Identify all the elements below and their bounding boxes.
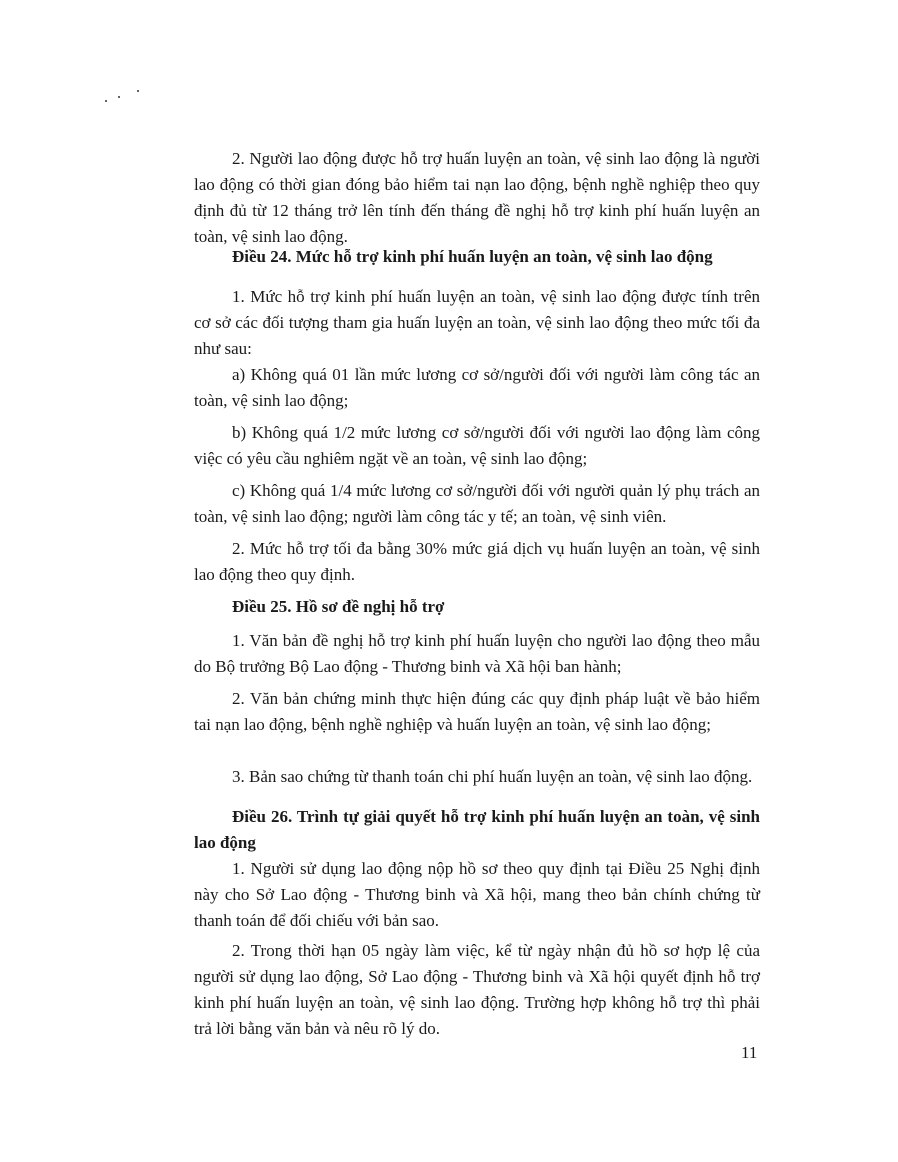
article-25-heading: Điều 25. Hồ sơ đề nghị hỗ trợ	[232, 597, 445, 616]
article-23-clause-2: 2. Người lao động được hỗ trợ huấn luyện an toàn, vệ sinh lao động là người lao động có thời gian đóng bảo hiểm tai nạn lao động, bệnh nghề nghiệp theo quy định đủ từ 12 tháng trở lên tính đến tháng đề nghị hỗ trợ kinh phí huấn luyện an toàn, vệ sinh lao động.	[194, 149, 760, 246]
article-24-clause-1b: b) Không quá 1/2 mức lương cơ sở/người đối với người lao động làm công việc có yêu cầu nghiêm ngặt về an toàn, vệ sinh lao động;	[194, 423, 760, 468]
article-25-clause-3: 3. Bản sao chứng từ thanh toán chi phí huấn luyện an toàn, vệ sinh lao động.	[232, 767, 753, 786]
scan-speck	[118, 96, 120, 98]
article-26-clause-1: 1. Người sử dụng lao động nộp hồ sơ theo quy định tại Điều 25 Nghị định này cho Sở Lao động - Thương binh và Xã hội, mang theo bản chính chứng từ thanh toán để đối chiếu với bản sao.	[194, 859, 760, 930]
article-26-clause-2: 2. Trong thời hạn 05 ngày làm việc, kể từ ngày nhận đủ hồ sơ hợp lệ của người sử dụng lao động, Sở Lao động - Thương binh và Xã hội quyết định hỗ trợ kinh phí huấn luyện an toàn, vệ sinh lao động. Trường hợp không hỗ trợ thì phải trả lời bằng văn bản và nêu rõ lý do.	[194, 941, 760, 1038]
article-24-clause-1: 1. Mức hỗ trợ kinh phí huấn luyện an toàn, vệ sinh lao động được tính trên cơ sở các đối tượng tham gia huấn luyện an toàn, vệ sinh lao động theo mức tối đa như sau:	[194, 287, 760, 358]
article-26-heading: Điều 26. Trình tự giải quyết hỗ trợ kinh phí huấn luyện an toàn, vệ sinh lao động	[194, 807, 760, 852]
article-24-clause-1a: a) Không quá 01 lần mức lương cơ sở/người đối với người làm công tác an toàn, vệ sinh lao động;	[194, 365, 760, 410]
article-24-clause-2: 2. Mức hỗ trợ tối đa bằng 30% mức giá dịch vụ huấn luyện an toàn, vệ sinh lao động theo quy định.	[194, 539, 760, 584]
article-25-clause-1: 1. Văn bản đề nghị hỗ trợ kinh phí huấn luyện cho người lao động theo mẫu do Bộ trưởng Bộ Lao động - Thương binh và Xã hội ban hành;	[194, 631, 760, 676]
page-number: 11	[741, 1043, 758, 1062]
article-24-clause-1c: c) Không quá 1/4 mức lương cơ sở/người đối với người quản lý phụ trách an toàn, vệ sinh lao động; người làm công tác y tế; an toàn, vệ sinh viên.	[194, 481, 760, 526]
article-24-heading: Điều 24. Mức hỗ trợ kinh phí huấn luyện an toàn, vệ sinh lao động	[232, 247, 713, 266]
scan-speck	[105, 100, 107, 102]
scan-speck	[137, 90, 139, 92]
article-25-clause-2: 2. Văn bản chứng minh thực hiện đúng các quy định pháp luật về bảo hiểm tai nạn lao động, bệnh nghề nghiệp và huấn luyện an toàn, vệ sinh lao động;	[194, 689, 760, 734]
